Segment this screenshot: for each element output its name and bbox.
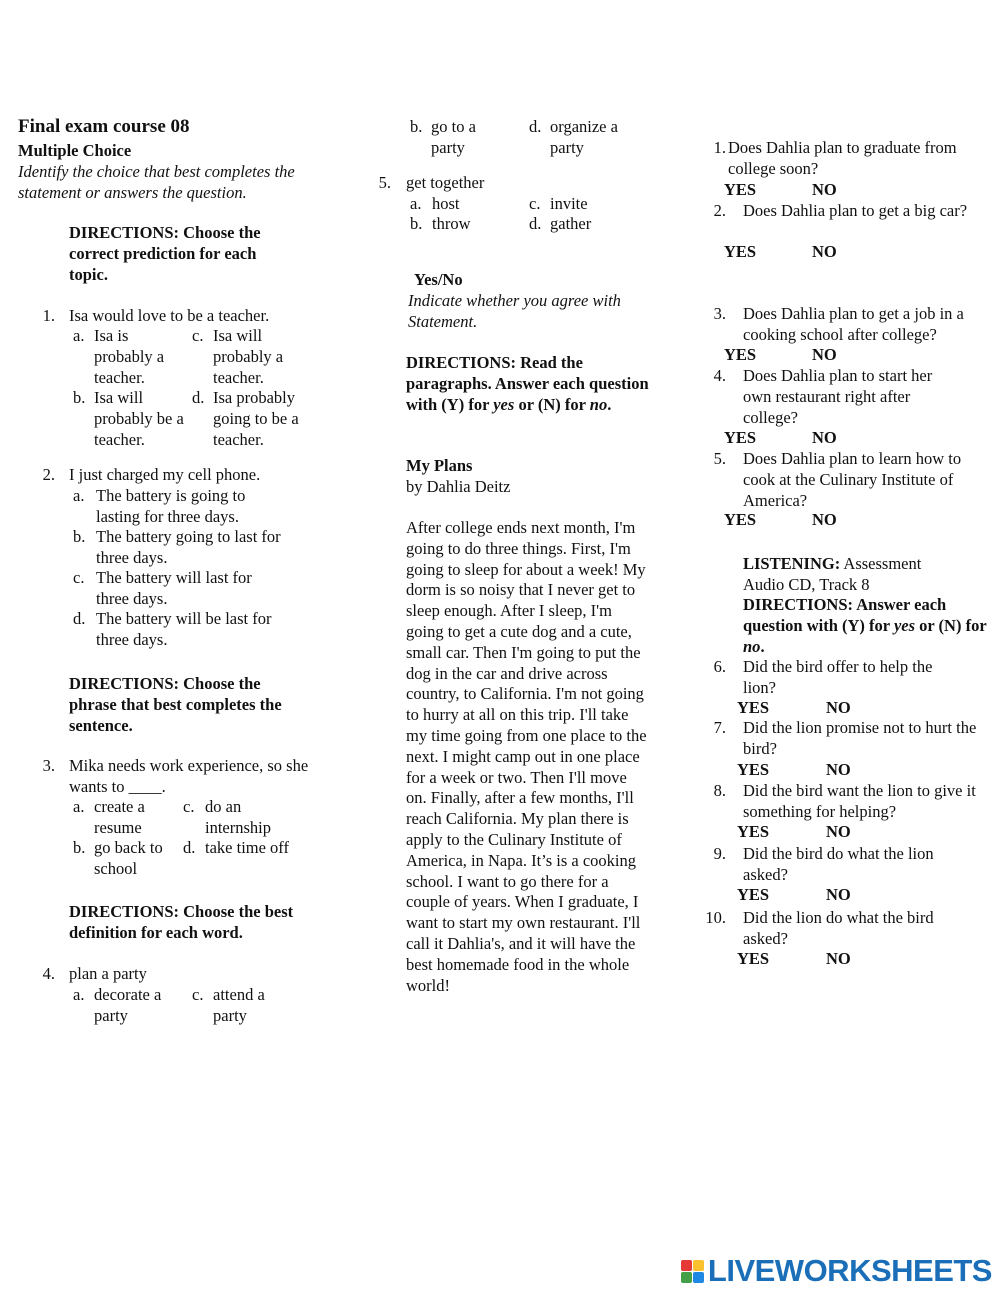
- option-text[interactable]: go to a party: [431, 117, 476, 157]
- yes-option[interactable]: YES: [737, 885, 770, 904]
- option-text[interactable]: take time off: [205, 838, 289, 857]
- no-option[interactable]: NO: [812, 180, 837, 199]
- section-instructions: Identify the choice that best completes the statement or answers the question.: [18, 162, 295, 202]
- logo-square: [693, 1260, 704, 1271]
- question-text: Does Dahlia plan to start her own restaurant right after college?: [743, 366, 933, 427]
- no-option[interactable]: NO: [812, 510, 837, 529]
- question-number: 9.: [713, 844, 726, 863]
- option-letter: b.: [73, 838, 86, 857]
- no-option[interactable]: NO: [826, 698, 851, 717]
- option-letter: c.: [73, 568, 85, 587]
- logo-square: [693, 1272, 704, 1283]
- option-text[interactable]: go back to school: [94, 838, 163, 878]
- option-text[interactable]: The battery is going to lasting for three days.: [96, 486, 246, 526]
- question-number: 1.: [42, 306, 55, 325]
- directions-definition: DIRECTIONS: Choose the best definition for each word.: [69, 902, 294, 942]
- no-option[interactable]: NO: [812, 428, 837, 447]
- question-text: Did the bird do what the lion asked?: [743, 844, 934, 884]
- question-text: I just charged my cell phone.: [69, 465, 261, 484]
- no-option[interactable]: NO: [812, 242, 837, 261]
- option-letter: a.: [73, 326, 85, 345]
- question-number: 1.: [713, 138, 726, 157]
- question-number: 5.: [713, 449, 726, 468]
- option-letter: a.: [73, 486, 85, 505]
- question-text: Did the lion promise not to hurt the bird?: [743, 718, 977, 758]
- option-letter: c.: [192, 985, 204, 1004]
- option-text[interactable]: attend a party: [213, 985, 265, 1025]
- option-letter: b.: [410, 117, 423, 136]
- option-text[interactable]: The battery going to last for three days.: [96, 527, 281, 567]
- directions-prediction: DIRECTIONS: Choose the correct prediction for each topic.: [69, 223, 261, 284]
- yes-option[interactable]: YES: [737, 698, 770, 717]
- yesno-heading: Yes/No: [414, 270, 463, 289]
- option-letter: b.: [73, 527, 86, 546]
- brand-name: LIVEWORKSHEETS: [707, 1253, 992, 1289]
- question-text: Does Dahlia plan to graduate from college soon?: [728, 138, 957, 178]
- section-heading: Multiple Choice: [18, 141, 132, 160]
- question-text: Isa would love to be a teacher.: [69, 306, 270, 325]
- option-text[interactable]: Isa probably going to be a teacher.: [213, 388, 299, 449]
- option-letter: a.: [73, 985, 85, 1004]
- option-letter: c.: [192, 326, 204, 345]
- directions-phrase: DIRECTIONS: Choose the phrase that best completes the sentence.: [69, 674, 282, 735]
- logo-square: [681, 1272, 692, 1283]
- listening-source: Assessment Audio CD, Track 8: [743, 554, 922, 594]
- question-text: get together: [406, 173, 485, 192]
- no-option[interactable]: NO: [826, 822, 851, 841]
- question-text: plan a party: [69, 964, 147, 983]
- option-letter: a.: [73, 797, 85, 816]
- option-letter: a.: [410, 194, 422, 213]
- question-number: 6.: [713, 657, 726, 676]
- page-title: Final exam course 08: [18, 116, 190, 137]
- question-number: 3.: [42, 756, 55, 775]
- question-text: Does Dahlia plan to get a job in a cooking school after college?: [743, 304, 964, 344]
- option-text[interactable]: invite: [550, 194, 588, 213]
- logo-square: [681, 1260, 692, 1271]
- directions-reading: DIRECTIONS: Read the paragraphs. Answer each question with (Y) for yes or (N) for no.: [406, 353, 649, 414]
- question-text: Does Dahlia plan to learn how to cook at the Culinary Institute of America?: [743, 449, 962, 510]
- option-letter: c.: [183, 797, 195, 816]
- option-letter: d.: [73, 609, 86, 628]
- option-text[interactable]: Isa will probably a teacher.: [213, 326, 284, 387]
- story-title: My Plans: [406, 456, 473, 475]
- option-text[interactable]: gather: [550, 214, 592, 233]
- option-text[interactable]: host: [432, 194, 460, 213]
- option-text[interactable]: create a resume: [94, 797, 145, 837]
- question-text: Did the bird want the lion to give it something for helping?: [743, 781, 976, 821]
- option-text[interactable]: The battery will be last for three days.: [96, 609, 272, 649]
- story-body: After college ends next month, I'm going to do three things. First, I'm going to sleep for about a week! My dorm is so noisy that I never get to sleep enough. After I sleep, I'm going to get a cute dog and a cute, small car. Then I'm going to put the dog in the car and drive across country, to California. I'm not going to hurry at all on this trip. I'll take my time going from one place to the next. I might camp out in one place for a week or two. Then I'll move on. Finally, after a few months, I'll reach California. My plan there is apply to the Culinary Institute of America, in Napa. It’s is a cooking school. I want to go there for a couple of years. When I graduate, I want to start my own restaurant. I'll call it Dahlia's, and it will have the best homemade food in the whole world!: [406, 518, 647, 995]
- yes-option[interactable]: YES: [724, 180, 757, 199]
- yes-option[interactable]: YES: [737, 949, 770, 968]
- question-number: 2.: [713, 201, 726, 220]
- option-text[interactable]: Isa will probably be a teacher.: [94, 388, 184, 449]
- option-text[interactable]: The battery will last for three days.: [96, 568, 252, 608]
- option-text[interactable]: Isa is probably a teacher.: [94, 326, 165, 387]
- option-letter: b.: [410, 214, 423, 233]
- question-number: 2.: [42, 465, 55, 484]
- no-option[interactable]: NO: [826, 949, 851, 968]
- yes-option[interactable]: YES: [724, 510, 757, 529]
- option-letter: d.: [529, 117, 542, 136]
- directions-listening: DIRECTIONS: Answer each question with (Y) for yes or (N) for no.: [743, 595, 987, 656]
- option-text[interactable]: organize a party: [550, 117, 618, 157]
- question-number: 5.: [378, 173, 391, 192]
- option-letter: b.: [73, 388, 86, 407]
- yesno-instructions: Indicate whether you agree with Statement.: [408, 291, 621, 331]
- story-author: by Dahlia Deitz: [406, 477, 511, 496]
- listening-label: LISTENING:: [743, 554, 841, 573]
- option-letter: d.: [529, 214, 542, 233]
- option-letter: d.: [183, 838, 196, 857]
- question-text: Mika needs work experience, so she wants to ____.: [69, 756, 309, 796]
- question-number: 4.: [713, 366, 726, 385]
- option-text[interactable]: do an internship: [205, 797, 271, 837]
- question-text: Does Dahlia plan to get a big car?: [743, 201, 968, 220]
- question-number: 10.: [705, 908, 726, 927]
- question-number: 7.: [713, 718, 726, 737]
- no-option[interactable]: NO: [826, 760, 851, 779]
- option-letter: c.: [529, 194, 541, 213]
- yes-option[interactable]: YES: [737, 822, 770, 841]
- question-number: 3.: [713, 304, 726, 323]
- option-text[interactable]: throw: [432, 214, 471, 233]
- question-text: Did the bird offer to help the lion?: [743, 657, 933, 697]
- liveworksheets-logo: [681, 1253, 992, 1289]
- option-text[interactable]: decorate a party: [94, 985, 162, 1025]
- yes-option[interactable]: YES: [724, 242, 757, 261]
- yes-option[interactable]: YES: [724, 428, 757, 447]
- question-number: 8.: [713, 781, 726, 800]
- listening-heading: [743, 554, 963, 596]
- no-option[interactable]: NO: [826, 885, 851, 904]
- question-text: Did the lion do what the bird asked?: [743, 908, 934, 948]
- yes-option[interactable]: YES: [724, 345, 757, 364]
- yes-option[interactable]: YES: [737, 760, 770, 779]
- logo-grid-icon: [681, 1260, 704, 1283]
- no-option[interactable]: NO: [812, 345, 837, 364]
- question-number: 4.: [42, 964, 55, 983]
- option-letter: d.: [192, 388, 205, 407]
